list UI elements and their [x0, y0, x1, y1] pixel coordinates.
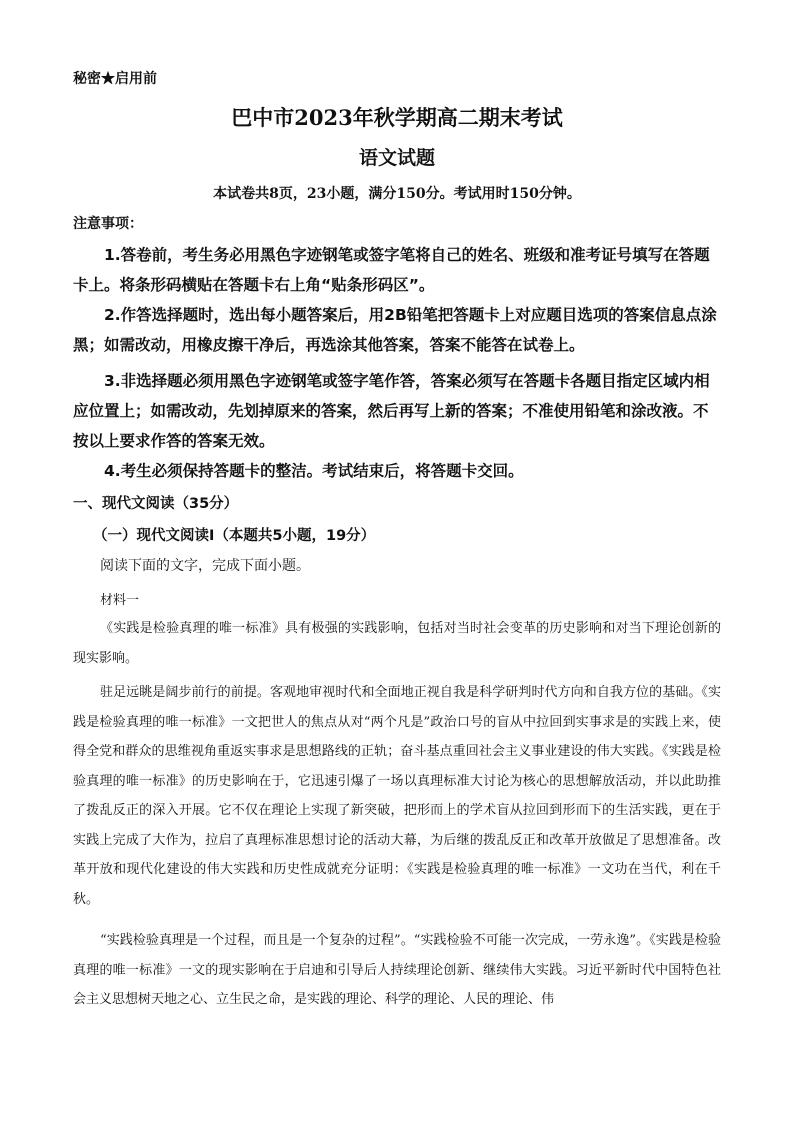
note-item: 4.考生必须保持答题卡的整洁。考试结束后，将答题卡交回。 — [104, 462, 524, 480]
subsection-heading: （一）现代文阅读Ⅰ（本题共5小题，19分） — [93, 528, 376, 544]
material-label: 材料一 — [100, 593, 140, 608]
reading-instruction: 阅读下面的文字，完成下面小题。 — [100, 558, 310, 574]
exam-subtitle: 语文试题 — [358, 147, 435, 169]
note-item: 3.非选择题必须用黑色字迹钢笔或签字笔作答，答案必须写在答题卡各题目指定区域内相应位置上；如需改动，先划掉原来的答案，然后再写上新的答案；不准使用铅笔和涂改液。不按以上要求作答的答案无效。 — [73, 372, 710, 450]
body-paragraph: 《实践是检验真理的唯一标准》具有极强的实践影响，包括对当时社会变革的历史影响和对当下理论创新的现实影响。 — [73, 621, 721, 666]
note-item: 1.答卷前，考生务必用黑色字迹钢笔或签字笔将自己的姓名、班级和准考证号填写在答题卡上。将条形码横贴在答题卡右上角“贴条形码区”。 — [73, 246, 710, 294]
notes-heading: 注意事项： — [73, 216, 143, 232]
section-heading: 一、现代文阅读（35分） — [73, 496, 239, 512]
note-item: 2.作答选择题时，选出每小题答案后，用2B铅笔把答题卡上对应题目选项的答案信息点涂黑；如需改动，用橡皮擦干净后，再选涂其他答案，答案不能答在试卷上。 — [73, 306, 717, 354]
body-paragraph: “实践检验真理是一个过程，而且是一个复杂的过程”。“实践检验不可能一次完成，一劳永逸”。《实践是检验真理的唯一标准》一文的现实影响在于启迪和引导后人持续理论创新、继续伟大实践。习近平新时代中国特色社会主义思想树天地之心、立生民之命，是实践的理论、科学的理论、人民的理论、伟 — [73, 933, 721, 1007]
exam-info: 本试卷共8页，23小题，满分150分。考试用时150分钟。 — [213, 186, 581, 202]
body-paragraph: 驻足远眺是阔步前行的前提。客观地审视时代和全面地正视自我是科学研判时代方向和自我方位的基础。《实践是检验真理的唯一标准》一文把世人的焦点从对“两个凡是”政治口号的盲从中拉回到实事求是的实践上来，使得全党和群众的思维视角重返实事求是思想路线的正轨；奋斗基点重回社会主义事业建设的伟大实践。《实践是检验真理的唯一标准》的历史影响在于，它迅速引爆了一场以真理标准大讨论为核心的思想解放活动，并以此助推了拨乱反正的深入开展。它不仅在理论上实现了新突破，把形而上的学术盲从拉回到形而下的生活实践，更在于实践上完成了大作为，拉启了真理标准思想讨论的活动大幕，为后继的拨乱反正和改革开放做足了思想准备。改革开放和现代化建设的伟大实践和历史性成就充分证明：《实践是检验真理的唯一标准》一文功在当代，利在千秋。 — [73, 685, 721, 907]
confidential-label: 秘密★启用前 — [73, 71, 157, 87]
exam-title: 巴中市2023年秋学期高二期末考试 — [231, 105, 563, 130]
